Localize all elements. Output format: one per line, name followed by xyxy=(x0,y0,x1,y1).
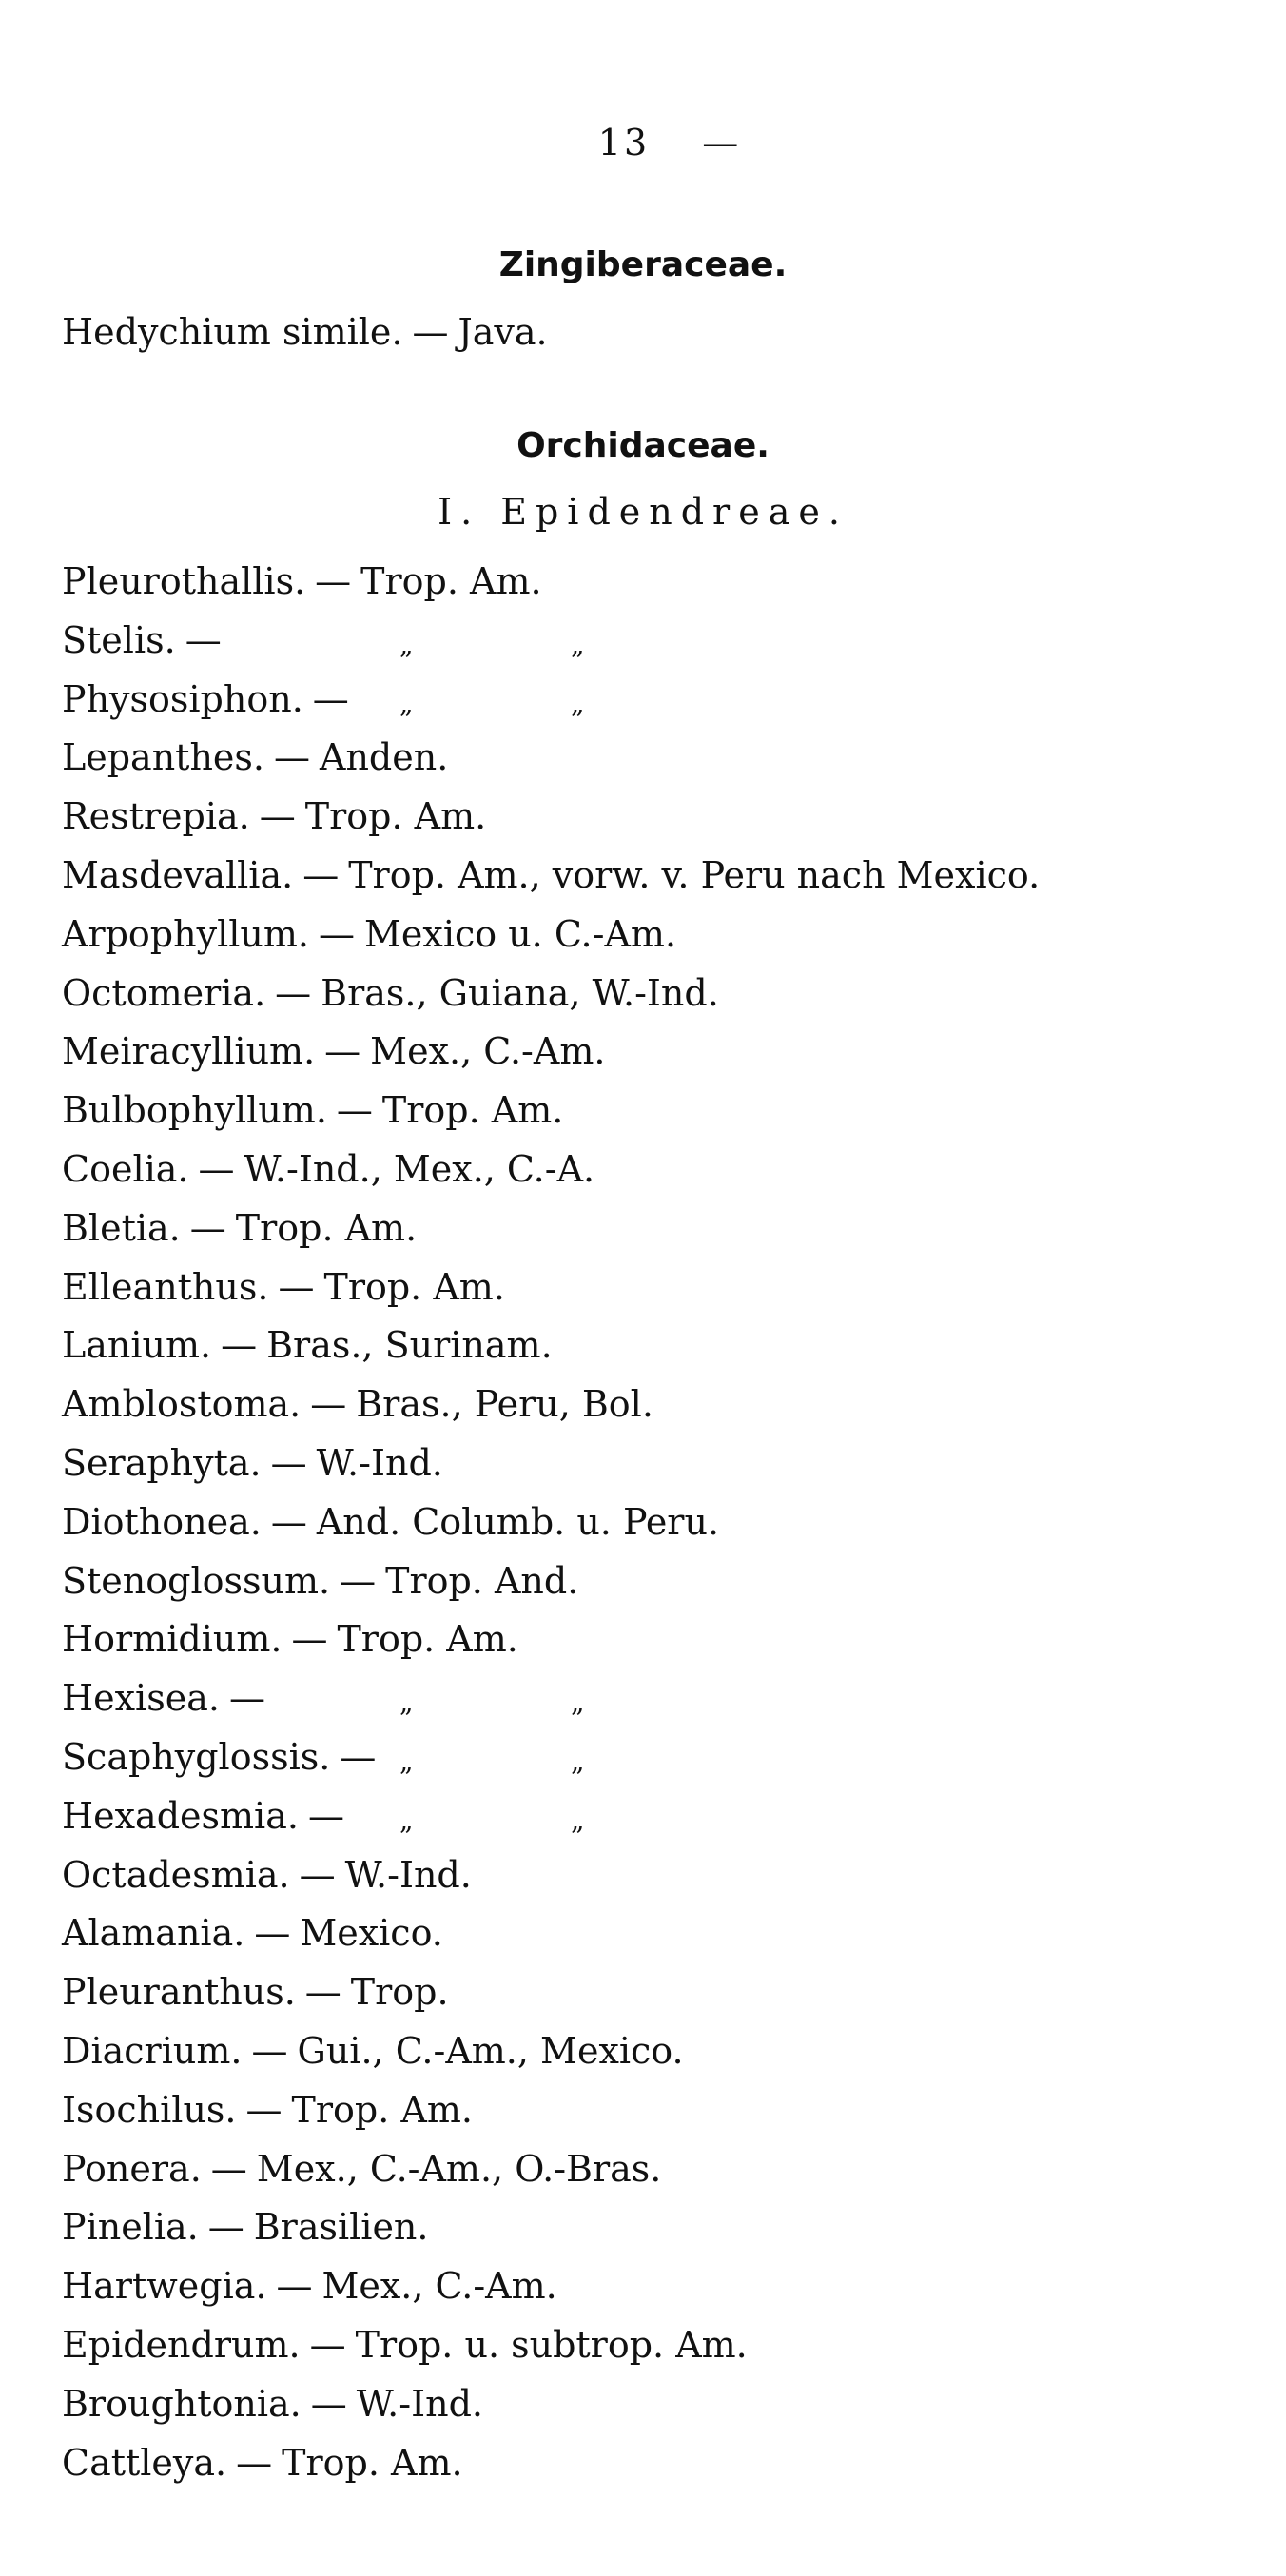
distribution: Mex., C.-Am., O.-Bras. xyxy=(256,2148,662,2190)
distribution: Trop. xyxy=(350,1971,449,2013)
list-item xyxy=(62,560,542,602)
list-item xyxy=(62,1854,472,1896)
distribution: Anden. xyxy=(320,736,449,778)
entry-dash: — xyxy=(270,1501,307,1543)
distribution: Trop. Am., vorw. v. Peru nach Mexico. xyxy=(348,854,1041,896)
entry-dash: — xyxy=(309,2324,346,2366)
entry-dash: — xyxy=(185,619,222,661)
list-item xyxy=(62,1501,720,1543)
taxon-name: Physosiphon. xyxy=(62,678,303,720)
distribution: Java. xyxy=(458,311,548,353)
list-item xyxy=(62,1148,595,1190)
list-item xyxy=(62,854,1041,896)
taxon-name: Seraphyta. xyxy=(62,1442,262,1484)
entry-dash: — xyxy=(245,2089,283,2131)
entry-dash: — xyxy=(291,1618,328,1660)
entry-dash: — xyxy=(315,560,352,602)
taxon-name: Masdevallia. xyxy=(62,854,294,896)
page-header xyxy=(0,122,1286,164)
list-item xyxy=(62,2148,662,2190)
list-item xyxy=(62,2206,429,2248)
taxon-name: Elleanthus. xyxy=(62,1266,269,1308)
entry-dash: — xyxy=(228,1677,265,1719)
ditto-mark: „ xyxy=(571,1746,585,1777)
distribution: Brasilien. xyxy=(253,2206,429,2248)
ditto-mark: „ xyxy=(571,688,585,719)
list-item xyxy=(62,736,449,778)
taxon-name: Coelia. xyxy=(62,1148,189,1190)
distribution: Gui., C.-Am., Mexico. xyxy=(297,2030,684,2072)
distribution: And. Columb. u. Peru. xyxy=(316,1501,720,1543)
distribution: Trop. Am. xyxy=(304,795,487,837)
list-item xyxy=(62,1324,553,1366)
entry-dash: — xyxy=(302,854,340,896)
distribution: Trop. Am. xyxy=(291,2089,473,2131)
entry-dash: — xyxy=(340,1736,377,1778)
entry-dash: — xyxy=(318,913,355,955)
list-item xyxy=(62,678,585,720)
list-item xyxy=(62,1618,518,1660)
entry-dash: — xyxy=(274,736,310,778)
distribution: Trop. Am. xyxy=(282,2442,463,2484)
distribution: Bras., Surinam. xyxy=(266,1324,553,1366)
taxon-name: Pleurothallis. xyxy=(62,560,306,602)
distribution: Trop. u. subtrop. Am. xyxy=(355,2324,748,2366)
list-item xyxy=(62,1795,585,1837)
distribution: Bras., Peru, Bol. xyxy=(356,1383,653,1425)
taxon-name: Pinelia. xyxy=(62,2206,199,2248)
list-item xyxy=(62,619,585,661)
entry-dash: — xyxy=(207,2206,244,2248)
taxon-name: Isochilus. xyxy=(62,2089,237,2131)
taxon-name: Meiracyllium. xyxy=(62,1030,316,1072)
list-item xyxy=(62,1266,505,1308)
ditto-mark: „ xyxy=(571,629,585,660)
distribution: Bras., Guiana, W.-Ind. xyxy=(321,972,719,1014)
entry-dash: — xyxy=(189,1207,226,1249)
entry-dash: — xyxy=(307,1795,344,1837)
entry-dash: — xyxy=(275,972,312,1014)
distribution: W.-Ind. xyxy=(356,2383,483,2425)
entry-dash: — xyxy=(340,1560,377,1602)
taxon-name: Lanium. xyxy=(62,1324,212,1366)
entry-dash: — xyxy=(259,795,296,837)
taxon-name: Diacrium. xyxy=(62,2030,243,2072)
entry-dash: — xyxy=(221,1324,258,1366)
entry-dash: — xyxy=(210,2148,247,2190)
list-item xyxy=(62,1560,579,1602)
list-item xyxy=(62,1912,443,1954)
list-item xyxy=(62,913,677,955)
entry-dash: — xyxy=(251,2030,288,2072)
taxon-name: Bletia. xyxy=(62,1207,181,1249)
taxon-name: Pleuranthus. xyxy=(62,1971,296,2013)
list-item xyxy=(62,2265,557,2307)
distribution: Mexico. xyxy=(300,1912,443,1954)
list-item xyxy=(62,1442,443,1484)
taxon-name: Epidendrum. xyxy=(62,2324,301,2366)
page-number: 13 xyxy=(597,122,651,164)
list-item xyxy=(62,2324,748,2366)
taxon-name: Stelis. xyxy=(62,619,176,661)
taxon-name: Scaphyglossis. xyxy=(62,1736,331,1778)
taxon-name: Hexisea. xyxy=(62,1677,220,1719)
list-item xyxy=(62,1207,418,1249)
list-item xyxy=(62,311,548,353)
taxon-name: Broughtonia. xyxy=(62,2383,302,2425)
entry-dash: — xyxy=(304,1971,341,2013)
distribution: Trop. Am. xyxy=(235,1207,418,1249)
taxon-name: Octomeria. xyxy=(62,972,266,1014)
entry-dash: — xyxy=(299,1854,336,1896)
taxon-name: Diothonea. xyxy=(62,1501,262,1543)
list-item xyxy=(62,2442,463,2484)
entry-dash: — xyxy=(310,2383,347,2425)
list-item xyxy=(62,795,487,837)
distribution: Trop. Am. xyxy=(381,1089,564,1131)
distribution: W.-Ind. xyxy=(344,1854,472,1896)
entry-dash: — xyxy=(254,1912,291,1954)
taxon-name: Bulbophyllum. xyxy=(62,1089,327,1131)
taxon-name: Cattleya. xyxy=(62,2442,227,2484)
list-item xyxy=(62,1030,606,1072)
entry-dash: — xyxy=(198,1148,235,1190)
entry-dash: — xyxy=(310,1383,347,1425)
entry-dash: — xyxy=(336,1089,373,1131)
taxon-name: Stenoglossum. xyxy=(62,1560,331,1602)
taxon-name: Lepanthes. xyxy=(62,736,264,778)
taxon-name: Amblostoma. xyxy=(62,1383,302,1425)
ditto-mark: „ xyxy=(399,629,414,660)
ditto-mark: „ xyxy=(399,1687,414,1718)
distribution: Trop. Am. xyxy=(360,560,542,602)
entry-dash: — xyxy=(276,2265,313,2307)
list-item xyxy=(62,1089,564,1131)
list-item xyxy=(62,2089,473,2131)
taxon-name: Arpophyllum. xyxy=(62,913,309,955)
list-item xyxy=(62,1383,653,1425)
taxon-name: Hormidium. xyxy=(62,1618,283,1660)
list-item xyxy=(62,972,719,1014)
taxon-name: Alamania. xyxy=(62,1912,245,1954)
subsection-heading-epidendreae: I. Epidendreae. xyxy=(438,491,848,533)
ditto-mark: „ xyxy=(571,1687,585,1718)
distribution: W.-Ind. xyxy=(316,1442,443,1484)
list-item xyxy=(62,2030,684,2072)
ditto-mark: „ xyxy=(571,1805,585,1836)
distribution: Mex., C.-Am. xyxy=(370,1030,606,1072)
distribution: Trop. Am. xyxy=(337,1618,518,1660)
distribution: W.-Ind., Mex., C.-A. xyxy=(244,1148,595,1190)
taxon-name: Hexadesmia. xyxy=(62,1795,299,1837)
entry-dash: — xyxy=(412,311,449,353)
section-heading-orchidaceae: Orchidaceae. xyxy=(516,426,770,465)
distribution: Mex., C.-Am. xyxy=(322,2265,557,2307)
list-item xyxy=(62,1736,585,1778)
taxon-name: Ponera. xyxy=(62,2148,202,2190)
taxon-name: Restrepia. xyxy=(62,795,250,837)
list-item xyxy=(62,2383,483,2425)
distribution: Trop. Am. xyxy=(323,1266,505,1308)
ditto-mark: „ xyxy=(399,1746,414,1777)
entry-dash: — xyxy=(270,1442,307,1484)
entry-dash: — xyxy=(278,1266,315,1308)
list-item xyxy=(62,1971,449,2013)
list-item xyxy=(62,1677,585,1719)
taxon-name: Hedychium simile. xyxy=(62,311,403,353)
entry-dash: — xyxy=(324,1030,361,1072)
taxon-name: Octadesmia. xyxy=(62,1854,290,1896)
ditto-mark: „ xyxy=(399,688,414,719)
section-heading-zingiberaceae: Zingiberaceae. xyxy=(498,245,788,284)
ditto-mark: „ xyxy=(399,1805,414,1836)
entry-dash: — xyxy=(236,2442,273,2484)
taxon-name: Hartwegia. xyxy=(62,2265,267,2307)
entry-dash: — xyxy=(312,678,349,720)
distribution: Trop. And. xyxy=(385,1560,579,1602)
page-number-dash: — xyxy=(702,122,742,164)
distribution: Mexico u. C.-Am. xyxy=(363,913,677,955)
